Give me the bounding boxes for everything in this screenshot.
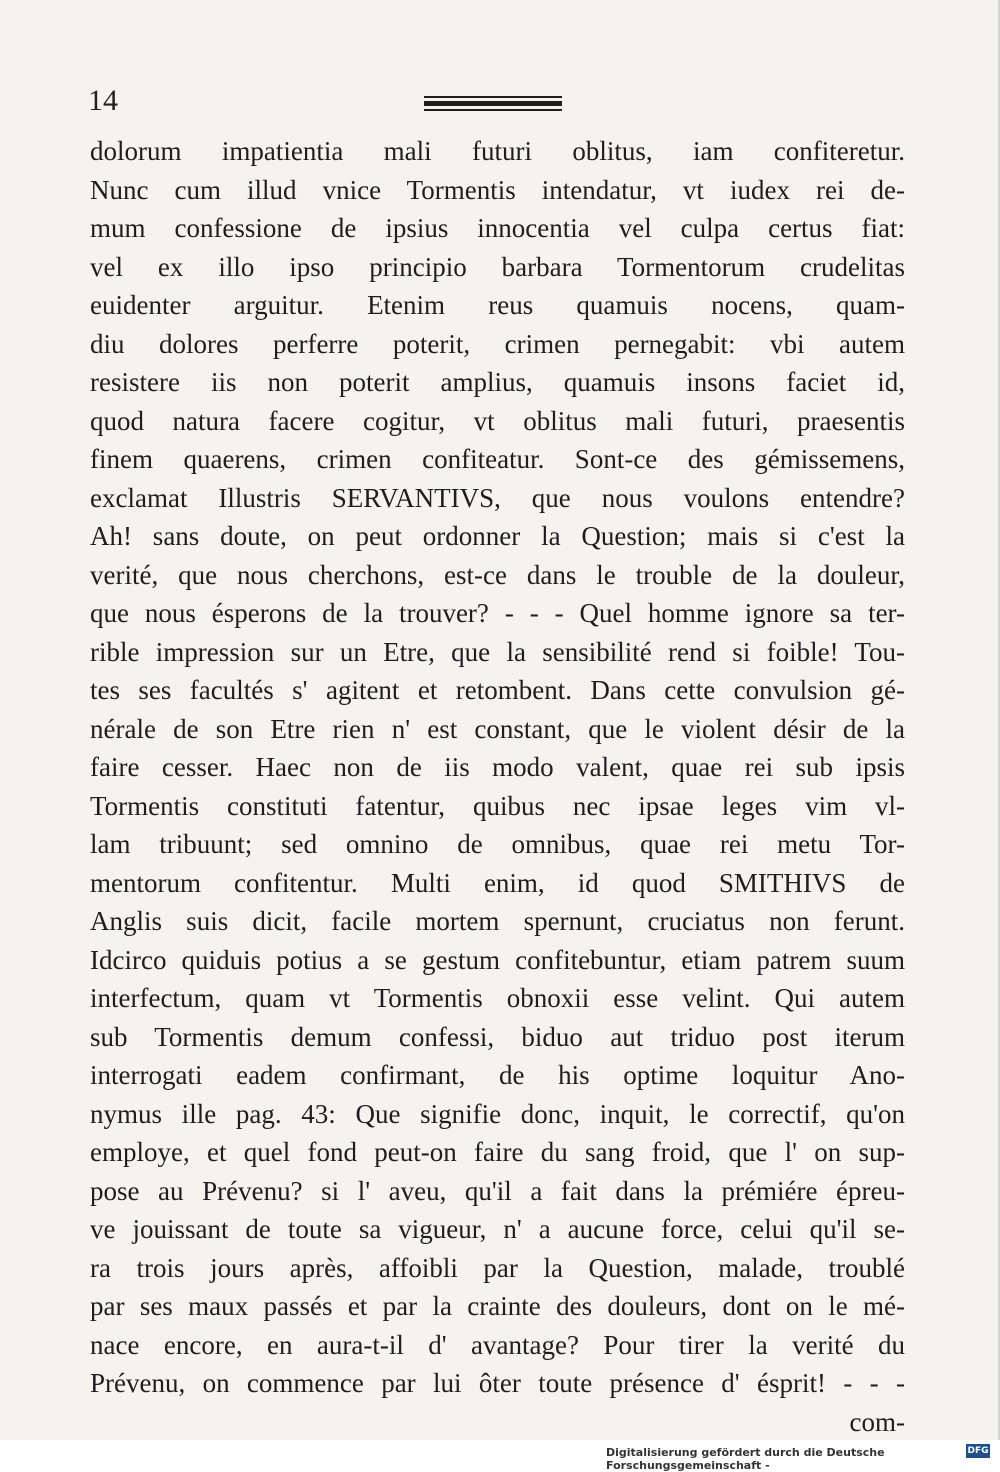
body-text [90,132,905,1441]
text-line: nérale de son Etre rien n' est constant, que le violent désir de la [90,713,905,744]
text-line: ve jouissant de toute sa vigueur, n' a aucune force, celui qu'il se- [90,1214,905,1244]
text-line: lam tribuunt; sed omnino de omnibus, quae rei metu Tor- [90,829,905,859]
header-rule [424,96,562,111]
text-line: ra trois jours après, affoibli par la Question, malade, troublé [90,1252,905,1283]
digitization-credit: Digitalisierung gefördert durch die Deutsche Forschungsgemeinschaft - [606,1446,885,1472]
text-line: Anglis suis dicit, facile mortem spernunt, cruciatus non ferunt. [90,906,905,936]
text-line: tes ses facultés s' agitent et retombent. Dans cette convulsion gé- [90,675,905,705]
text-line: resistere iis non poterit amplius, quamuis insons faciet id, [90,367,905,397]
text-line: pose au Prévenu? si l' aveu, qu'il a fait dans la prémiére épreu- [90,1175,905,1206]
text-line: dolorum impatientia mali futuri oblitus, iam confiteretur. [90,136,905,166]
text-line: Tormentis constituti fatentur, quibus nec ipsae leges vim vl- [90,790,905,821]
dfg-logo: DFG [967,1446,989,1456]
text-line: interrogati eadem confirmant, de his optime loquitur Ano- [90,1060,905,1090]
text-line: interfectum, quam vt Tormentis obnoxii esse velint. Qui autem [90,983,905,1013]
text-line: Prévenu, on commence par lui ôter toute présence d' ésprit! - - - [90,1368,905,1398]
text-line: com- [849,1406,905,1437]
text-line: sub Tormentis demum confessi, biduo aut triduo post iterum [90,1021,905,1052]
text-line: Nunc cum illud vnice Tormentis intendatur, vt iudex rei de- [90,174,905,205]
text-line: Idcirco quiduis potius a se gestum confitebuntur, etiam patrem suum [90,944,905,975]
text-line: par ses maux passés et par la crainte des douleurs, dont on le mé- [90,1291,905,1321]
text-line: quod natura facere cogitur, vt oblitus mali futuri, praesentis [90,405,905,436]
text-line: finem quaerens, crimen confiteatur. Sont-ce des gémissemens, [90,444,905,474]
text-line: rible impression sur un Etre, que la sensibilité rend si foible! Tou- [90,636,905,667]
text-line: nace encore, en aura-t-il d' avantage? Pour tirer la verité du [90,1329,905,1360]
page-number: 14 [88,84,118,117]
text-line: verité, que nous cherchons, est-ce dans le trouble de la douleur, [90,559,905,590]
text-line: employe, et quel fond peut-on faire du sang froid, que l' on sup- [90,1137,905,1167]
text-line: diu dolores perferre poterit, crimen pernegabit: vbi autem [90,328,905,359]
text-line: Ah! sans doute, on peut ordonner la Question; mais si c'est la [90,521,905,551]
text-line: nymus ille pag. 43: Que signifie donc, inquit, le correctif, qu'on [90,1098,905,1129]
text-line: vel ex illo ipso principio barbara Tormentorum crudelitas [90,251,905,282]
text-line: euidenter arguitur. Etenim reus quamuis nocens, quam- [90,290,905,320]
text-line: que nous ésperons de la trouver? - - - Quel homme ignore sa ter- [90,598,905,628]
text-line: mentorum confitentur. Multi enim, id quod SMITHIVS de [90,867,905,898]
text-line: mum confessione de ipsius innocentia vel culpa certus fiat: [90,213,905,243]
text-line: faire cesser. Haec non de iis modo valent, quae rei sub ipsis [90,752,905,782]
text-line: exclamat Illustris SERVANTIVS, que nous voulons entendre? [90,482,905,513]
